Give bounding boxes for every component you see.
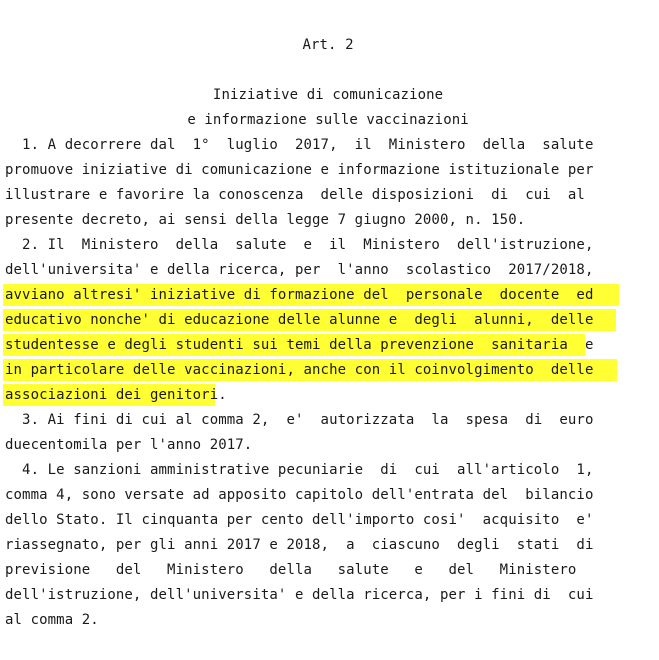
highlighted-text-line: in particolare delle vaccinazioni, anche con il coinvolgimento delle: [5, 362, 594, 378]
highlighted-text-line: avviano altresi' iniziative di formazione del personale docente ed: [5, 287, 594, 303]
paragraph-2-line-highlighted: [5, 283, 617, 308]
article-title-text-2: e informazione sulle vaccinazioni: [187, 112, 469, 128]
paragraph-2-line-highlighted: [5, 333, 617, 358]
paragraph-2-line-highlighted: [5, 308, 617, 333]
text-line: al comma 2.: [5, 612, 99, 628]
paragraph-4-line: [5, 608, 617, 633]
article-number: [5, 8, 617, 53]
paragraph-4-line: [5, 558, 617, 583]
paragraph-1-line: [5, 183, 617, 208]
text-line: dell'istruzione, dell'universita' e della ricerca, per i fini di cui: [5, 587, 594, 603]
paragraph-2-line: [5, 258, 617, 283]
article-title-line-1: [5, 58, 617, 103]
text-line: duecentomila per l'anno 2017.: [5, 437, 253, 453]
text-line: dello Stato. Il cinquanta per cento dell'importo cosi' acquisito e': [5, 512, 594, 528]
text-line: previsione del Ministero della salute e del Ministero: [5, 562, 577, 578]
text-line: dell'universita' e della ricerca, per l'anno scolastico 2017/2018,: [5, 262, 594, 278]
paragraph-1-line: [5, 133, 617, 158]
paragraph-2-line: [5, 233, 617, 258]
paragraph-4-line: [5, 458, 617, 483]
text-line: presente decreto, ai sensi della legge 7 giugno 2000, n. 150.: [5, 212, 526, 228]
text-line: illustrare e favorire la conoscenza delle disposizioni di cui al: [5, 187, 585, 203]
article-title-text-1: Iniziative di comunicazione: [212, 87, 444, 103]
paragraph-1-line: [5, 158, 617, 183]
paragraph-4-line: [5, 583, 617, 608]
text-line: 3. Ai fini di cui al comma 2, e' autorizzata la spesa di euro: [5, 412, 594, 428]
paragraph-4-line: [5, 508, 617, 533]
text-line: 2. Il Ministero della salute e il Ministero dell'istruzione,: [5, 237, 594, 253]
highlighted-text-line: associazioni dei genitori.: [5, 387, 227, 403]
article-number-text: Art. 2: [302, 37, 354, 53]
paragraph-3-line: [5, 433, 617, 458]
paragraph-3-line: [5, 408, 617, 433]
highlighted-text-line: educativo nonche' di educazione delle alunne e degli alunni, delle: [5, 312, 594, 328]
paragraph-4-line: [5, 533, 617, 558]
paragraph-2-line-highlighted: [5, 383, 617, 408]
text-line: 1. A decorrere dal 1° luglio 2017, il Ministero della salute: [5, 137, 594, 153]
text-line: riassegnato, per gli anni 2017 e 2018, a ciascuno degli stati di: [5, 537, 594, 553]
text-line: promuove iniziative di comunicazione e informazione istituzionale per: [5, 162, 594, 178]
text-line: 4. Le sanzioni amministrative pecuniarie di cui all'articolo 1,: [5, 462, 594, 478]
paragraph-4-line: [5, 483, 617, 508]
paragraph-1-line: [5, 208, 617, 233]
text-line: comma 4, sono versate ad apposito capitolo dell'entrata del bilancio: [5, 487, 594, 503]
highlighted-text-line: studentesse e degli studenti sui temi della prevenzione sanitaria e: [5, 337, 594, 353]
paragraph-2-line-highlighted: [5, 358, 617, 383]
